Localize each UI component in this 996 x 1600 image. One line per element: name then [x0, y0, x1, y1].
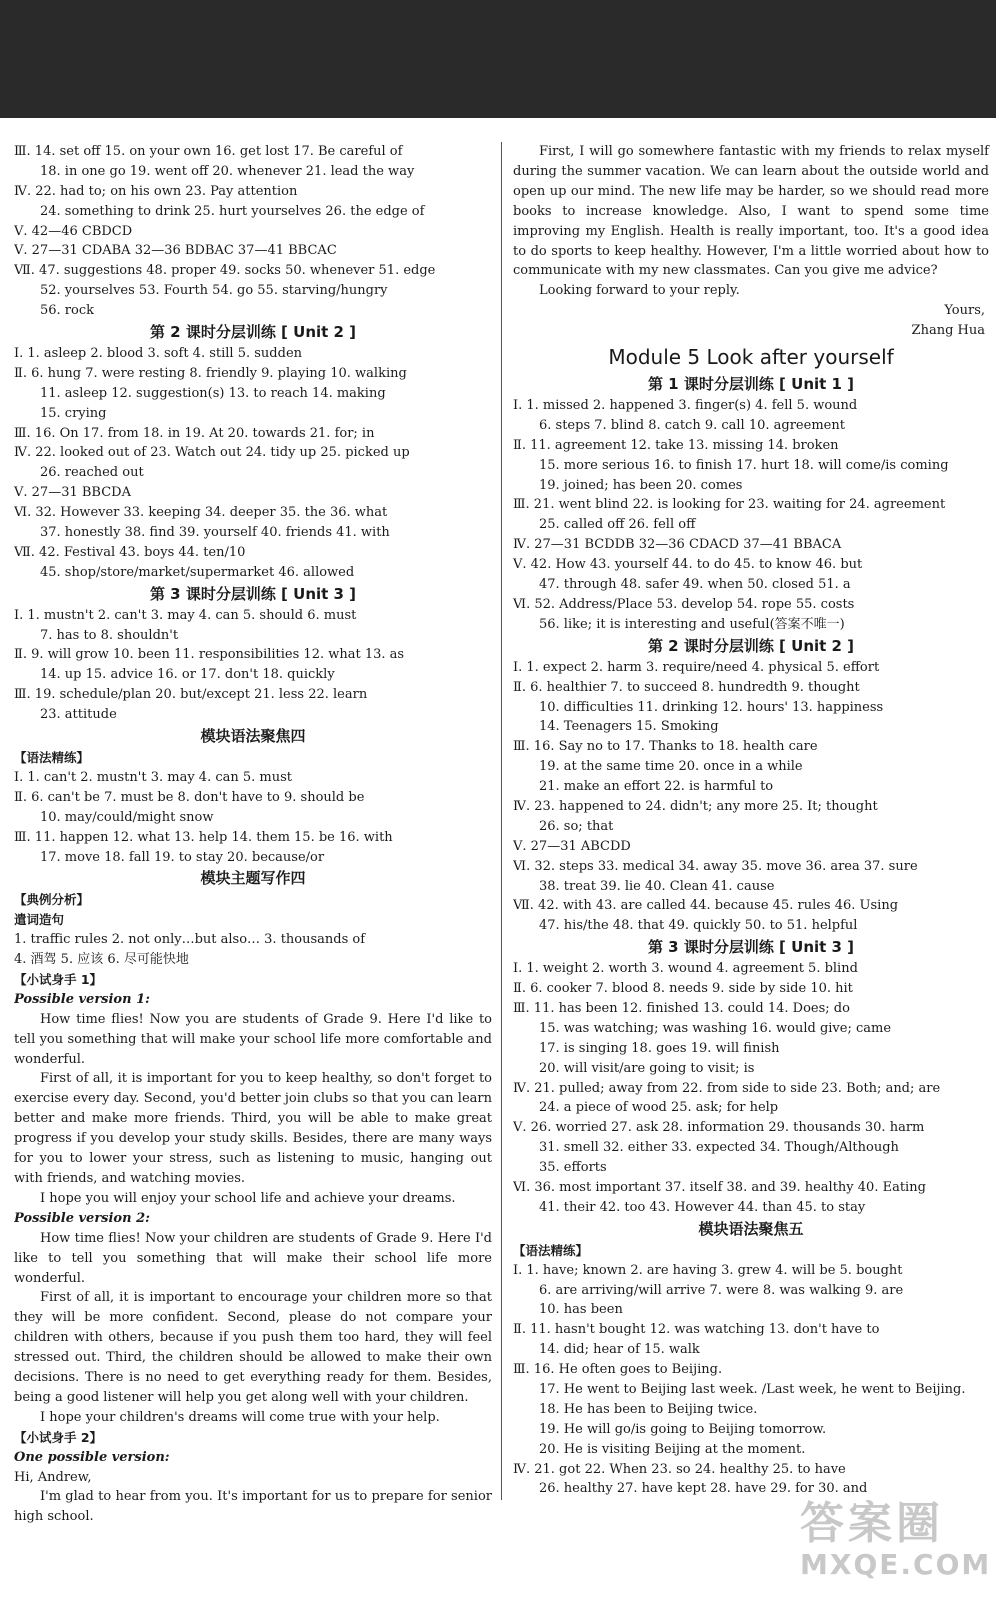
answer-line: 14. Teenagers 15. Smoking [539, 719, 719, 735]
answer-line: 【典例分析】 [14, 892, 90, 908]
answer-line: 26. reached out [40, 465, 144, 481]
answer-line: Ⅱ. 6. cooker 7. blood 8. needs 9. side by side 10. hit [513, 981, 853, 997]
answer-line: Ⅰ. 1. mustn't 2. can't 3. may 4. can 5. should 6. must [14, 607, 357, 623]
answer-line: 17. He went to Beijing last week. /Last week, he went to Beijing. [539, 1382, 966, 1397]
answer-line: 遣词造句 [14, 912, 65, 928]
answer-line: 15. crying [40, 405, 107, 421]
answer-line: Ⅰ. 1. missed 2. happened 3. finger(s) 4. fell 5. wound [513, 398, 858, 414]
answer-line: Ⅳ. 22. looked out of 23. Watch out 24. tidy up 25. picked up [14, 445, 410, 461]
answer-line: First of all, it is important to encourage your children more so that they will be more confident. Second, please do not compare your children with others, because if you push them too hard, they will feel stressed out. Third, the children should be allowed to make their own decisions. There is no need to get everything ready for them. Besides, being a good listener will help you get along well with your children. [14, 1290, 492, 1405]
section-heading: 第 3 课时分层训练 [ Unit 3 ] [149, 584, 357, 603]
answer-line: 6. are arriving/will arrive 7. were 8. was walking 9. are [539, 1282, 904, 1298]
answer-line: 10. may/could/might snow [40, 809, 214, 825]
watermark-url: MXQE.COM [800, 1548, 992, 1581]
answer-line: Ⅰ. 1. asleep 2. blood 3. soft 4. still 5. sudden [14, 346, 303, 362]
answer-line: 15. was watching; was washing 16. would give; came [539, 1020, 892, 1036]
section-heading: 模块主题写作四 [200, 869, 306, 888]
answer-line: Looking forward to your reply. [539, 283, 740, 299]
answer-line: 26. so; that [539, 818, 614, 834]
answer-line: 19. He will go/is going to Beijing tomorrow. [539, 1421, 827, 1437]
answer-line: Ⅲ. 16. On 17. from 18. in 19. At 20. towards 21. for; in [14, 425, 375, 441]
section-heading: 模块语法聚焦五 [698, 1219, 804, 1238]
answer-line: Ⅵ. 32. steps 33. medical 34. away 35. move 36. area 37. sure [513, 858, 918, 874]
section-heading: 第 2 课时分层训练 [ Unit 2 ] [149, 323, 357, 342]
answer-line: Zhang Hua [911, 323, 985, 339]
answer-line: One possible version: [14, 1449, 170, 1465]
answer-line: 47. through 48. safer 49. when 50. closed 51. a [539, 577, 851, 593]
section-heading: 模块语法聚焦四 [200, 727, 306, 746]
section-heading: Module 5 Look after yourself [608, 345, 894, 370]
answer-line: Ⅰ. 1. weight 2. worth 3. wound 4. agreement 5. blind [513, 961, 858, 977]
answer-line: 20. He is visiting Beijing at the moment. [539, 1441, 806, 1457]
answer-line: Possible version 1: [14, 991, 150, 1007]
answer-line: 35. efforts [539, 1160, 607, 1176]
answer-line: Ⅲ. 16. Say no to 17. Thanks to 18. health care [513, 739, 818, 755]
answer-line: 【小试身手 1】 [14, 971, 103, 987]
answer-line: Ⅱ. 9. will grow 10. been 11. responsibilities 12. what 13. as [14, 647, 405, 663]
answer-line: 20. will visit/are going to visit; is [539, 1060, 755, 1076]
section-heading: 第 1 课时分层训练 [ Unit 1 ] [647, 375, 855, 394]
answer-line: 6. steps 7. blind 8. catch 9. call 10. agreement [539, 417, 845, 433]
answer-line: Ⅴ. 42—46 CBDCD [14, 223, 133, 239]
answer-line: Ⅱ. 6. hung 7. were resting 8. friendly 9. playing 10. walking [14, 365, 407, 381]
answer-line: 24. something to drink 25. hurt yourselves 26. the edge of [40, 203, 425, 219]
answer-line: Ⅴ. 27—31 CDABA 32—36 BDBAC 37—41 BBCAC [14, 243, 337, 259]
answer-line: Ⅳ. 23. happened to 24. didn't; any more 25. It; thought [513, 798, 878, 814]
watermark-logo [800, 1498, 992, 1590]
answer-line: Ⅲ. 11. has been 12. finished 13. could 14. Does; do [513, 1000, 850, 1016]
answer-line: 45. shop/store/market/supermarket 46. allowed [40, 564, 355, 580]
answer-line: 19. at the same time 20. once in a while [539, 759, 803, 775]
answer-line: Ⅲ. 14. set off 15. on your own 16. get lost 17. Be careful of [14, 144, 403, 159]
answer-line: Ⅰ. 1. expect 2. harm 3. require/need 4. physical 5. effort [513, 659, 880, 675]
answer-line: 26. healthy 27. have kept 28. have 29. for 30. and [539, 1481, 868, 1497]
column-divider [501, 142, 502, 1500]
answer-line: 23. attitude [40, 707, 117, 723]
answer-line: 7. has to 8. shouldn't [40, 627, 179, 643]
answer-line: I'm glad to hear from you. It's important for us to prepare for senior high school. [14, 1489, 492, 1525]
answer-line: 14. did; hear of 15. walk [539, 1342, 700, 1358]
answer-line: 【语法精练】 [14, 750, 90, 766]
section-heading: 第 2 课时分层训练 [ Unit 2 ] [647, 636, 855, 655]
answer-line: 21. make an effort 22. is harmful to [539, 779, 774, 795]
answer-line: Ⅲ. 11. happen 12. what 13. help 14. them 15. be 16. with [14, 829, 393, 845]
answer-line: 52. yourselves 53. Fourth 54. go 55. starving/hungry [40, 283, 388, 299]
answer-line: 11. asleep 12. suggestion(s) 13. to reach 14. making [40, 385, 386, 401]
answer-line: Ⅶ. 42. with 43. are called 44. because 45. rules 46. Using [513, 898, 899, 914]
answer-line: Ⅲ. 16. He often goes to Beijing. [513, 1362, 723, 1378]
answer-line: 38. treat 39. lie 40. Clean 41. cause [539, 878, 775, 894]
top-dark-band [0, 0, 996, 118]
answer-line: Yours, [944, 303, 985, 319]
answer-line: Ⅱ. 6. healthier 7. to succeed 8. hundredth 9. thought [513, 679, 860, 695]
answer-line: 18. in one go 19. went off 20. whenever 21. lead the way [40, 163, 415, 179]
answer-line: Ⅱ. 11. hasn't bought 12. was watching 13. don't have to [513, 1322, 880, 1338]
answer-line: Ⅶ. 47. suggestions 48. proper 49. socks 50. whenever 51. edge [14, 263, 436, 279]
answer-line: 31. smell 32. either 33. expected 34. Though/Although [539, 1140, 899, 1156]
watermark-text: 答案圈 [800, 1498, 944, 1549]
answer-line: How time flies! Now your children are students of Grade 9. Here I'd like to tell you something that will make their school life more wonderful. [14, 1230, 492, 1286]
answer-line: 【小试身手 2】 [14, 1429, 103, 1445]
answer-line: Ⅵ. 32. However 33. keeping 34. deeper 35. the 36. what [14, 505, 388, 521]
answer-line: Ⅴ. 27—31 ABCDD [513, 838, 631, 854]
answer-line: Ⅱ. 6. can't be 7. must be 8. don't have to 9. should be [14, 789, 365, 805]
answer-line: First, I will go somewhere fantastic with my friends to relax myself during the summer vacation. We can learn about the outside world and open up our mind. The new life may be harder, so we should read more books to increase knowledge. Also, I want to spend some time improving my English. Health is really important, too. It's a good idea to do sports to keep healthy. However, I'm a little worried about how to communicate with my new classmates. Can you give me advice? [513, 144, 989, 279]
answer-line: Ⅰ. 1. can't 2. mustn't 3. may 4. can 5. must [14, 769, 292, 785]
answer-line: How time flies! Now you are students of Grade 9. Here I'd like to tell you something that will make your school life more comfortable and wonderful. [14, 1011, 492, 1067]
answer-line: Hi, Andrew, [14, 1469, 92, 1485]
answer-line: Ⅳ. 22. had to; on his own 23. Pay attention [14, 183, 298, 199]
answer-line: 47. his/the 48. that 49. quickly 50. to 51. helpful [539, 918, 858, 934]
answer-line: 10. difficulties 11. drinking 12. hours' 13. happiness [539, 699, 884, 715]
answer-line: 4. 酒驾 5. 应该 6. 尽可能快地 [14, 952, 189, 968]
answer-line: 56. like; it is interesting and useful(答案不唯一) [539, 616, 845, 632]
answer-line: 25. called off 26. fell off [539, 517, 696, 533]
answer-line: Ⅶ. 42. Festival 43. boys 44. ten/10 [14, 544, 246, 560]
answer-line: Ⅴ. 42. How 43. yourself 44. to do 45. to know 46. but [513, 557, 863, 573]
answer-line: 19. joined; has been 20. comes [539, 477, 743, 493]
answer-line: 1. traffic rules 2. not only…but also… 3. thousands of [14, 932, 366, 948]
answer-line: 【语法精练】 [513, 1242, 589, 1258]
answer-line: Ⅳ. 27—31 BCDDB 32—36 CDACD 37—41 BBACA [513, 537, 842, 553]
answer-line: Ⅳ. 21. pulled; away from 22. from side to side 23. Both; and; are [513, 1080, 941, 1096]
answer-line: 10. has been [539, 1302, 623, 1318]
answer-line: 14. up 15. advice 16. or 17. don't 18. quickly [40, 667, 335, 683]
right-column [513, 142, 989, 1499]
answer-line: Ⅲ. 19. schedule/plan 20. but/except 21. less 22. learn [14, 687, 368, 703]
answer-line: 24. a piece of wood 25. ask; for help [539, 1100, 779, 1116]
answer-line: 17. is singing 18. goes 19. will finish [539, 1040, 780, 1056]
answer-line: Ⅱ. 11. agreement 12. take 13. missing 14. broken [513, 437, 839, 453]
answer-line: Ⅰ. 1. have; known 2. are having 3. grew 4. will be 5. bought [513, 1262, 903, 1278]
answer-line: Ⅳ. 21. got 22. When 23. so 24. healthy 25. to have [513, 1461, 846, 1477]
answer-line: 56. rock [40, 303, 95, 319]
answer-line: I hope you will enjoy your school life and achieve your dreams. [40, 1190, 456, 1206]
answer-line: 41. their 42. too 43. However 44. than 45. to stay [539, 1199, 866, 1215]
left-column [14, 142, 492, 1527]
answer-line: 37. honestly 38. find 39. yourself 40. friends 41. with [40, 525, 390, 541]
answer-line: Ⅵ. 36. most important 37. itself 38. and 39. healthy 40. Eating [513, 1179, 926, 1195]
answer-line: Ⅲ. 21. went blind 22. is looking for 23. waiting for 24. agreement [513, 497, 946, 513]
answer-line: Ⅴ. 27—31 BBCDA [14, 485, 131, 501]
answer-line: Ⅵ. 52. Address/Place 53. develop 54. rope 55. costs [513, 596, 855, 612]
answer-line: 18. He has been to Beijing twice. [539, 1401, 758, 1417]
answer-line: First of all, it is important for you to keep healthy, so don't forget to exercise every day. Second, you'd better join clubs so that you can learn better and make more friends. Third, you will be able to make great progress if you develop your study skills. Besides, there are many ways for you to lower your stress, such as listening to music, hanging out with friends, and watching movies. [14, 1071, 492, 1186]
section-heading: 第 3 课时分层训练 [ Unit 3 ] [647, 938, 855, 957]
answer-line: 17. move 18. fall 19. to stay 20. because/or [40, 849, 325, 865]
answer-line: Possible version 2: [14, 1210, 150, 1226]
answer-line: I hope your children's dreams will come true with your help. [40, 1409, 440, 1425]
answer-line: Ⅴ. 26. worried 27. ask 28. information 29. thousands 30. harm [513, 1120, 925, 1136]
answer-line: 15. more serious 16. to finish 17. hurt 18. will come/is coming [539, 457, 949, 473]
